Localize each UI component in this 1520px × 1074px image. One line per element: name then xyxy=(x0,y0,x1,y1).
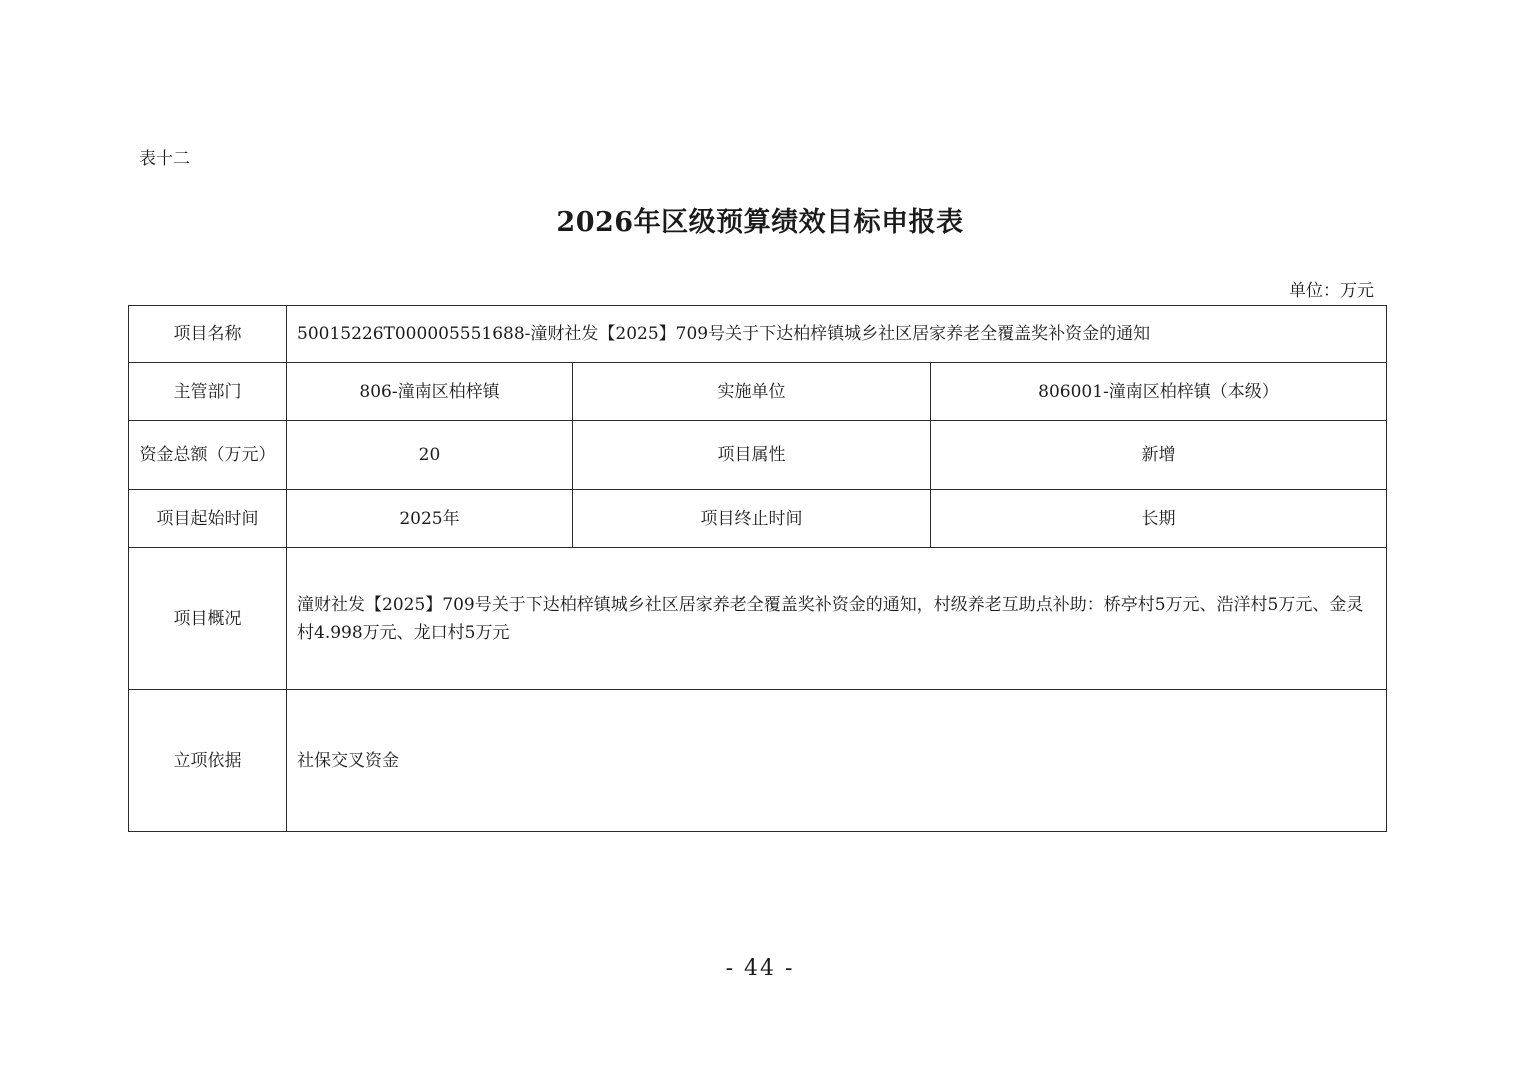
total-funds-label: 资金总额（万元） xyxy=(129,421,287,490)
unit-label: 单位：万元 xyxy=(1289,281,1374,301)
total-funds-value: 20 xyxy=(287,421,573,490)
page-number: - 44 - xyxy=(725,956,795,981)
basis-label: 立项依据 xyxy=(129,690,287,832)
table-row-department xyxy=(129,363,1387,421)
table-number: 表十二 xyxy=(139,149,190,169)
budget-performance-table xyxy=(128,305,1387,832)
overview-value: 潼财社发【2025】709号关于下达柏梓镇城乡社区居家养老全覆盖奖补资金的通知，村级养老互助点补助：桥亭村5万元、浩洋村5万元、金灵村4.998万元、龙口村5万元 xyxy=(287,548,1387,690)
department-value: 806-潼南区柏梓镇 xyxy=(287,363,573,421)
overview-label: 项目概况 xyxy=(129,548,287,690)
implementing-unit-label: 实施单位 xyxy=(573,363,931,421)
table-row-basis xyxy=(129,690,1387,832)
project-name-value: 50015226T000005551688-潼财社发【2025】709号关于下达柏梓镇城乡社区居家养老全覆盖奖补资金的通知 xyxy=(287,306,1387,363)
start-time-value: 2025年 xyxy=(287,490,573,548)
project-attribute-value: 新增 xyxy=(931,421,1387,490)
end-time-label: 项目终止时间 xyxy=(573,490,931,548)
basis-value: 社保交叉资金 xyxy=(287,690,1387,832)
project-attribute-label: 项目属性 xyxy=(573,421,931,490)
table-row-overview xyxy=(129,548,1387,690)
end-time-value: 长期 xyxy=(931,490,1387,548)
implementing-unit-value: 806001-潼南区柏梓镇（本级） xyxy=(931,363,1387,421)
table-row-period xyxy=(129,490,1387,548)
table-row-project-name xyxy=(129,306,1387,363)
project-name-label: 项目名称 xyxy=(129,306,287,363)
start-time-label: 项目起始时间 xyxy=(129,490,287,548)
document-title: 2026年区级预算绩效目标申报表 xyxy=(556,207,964,238)
table-row-funds xyxy=(129,421,1387,490)
department-label: 主管部门 xyxy=(129,363,287,421)
